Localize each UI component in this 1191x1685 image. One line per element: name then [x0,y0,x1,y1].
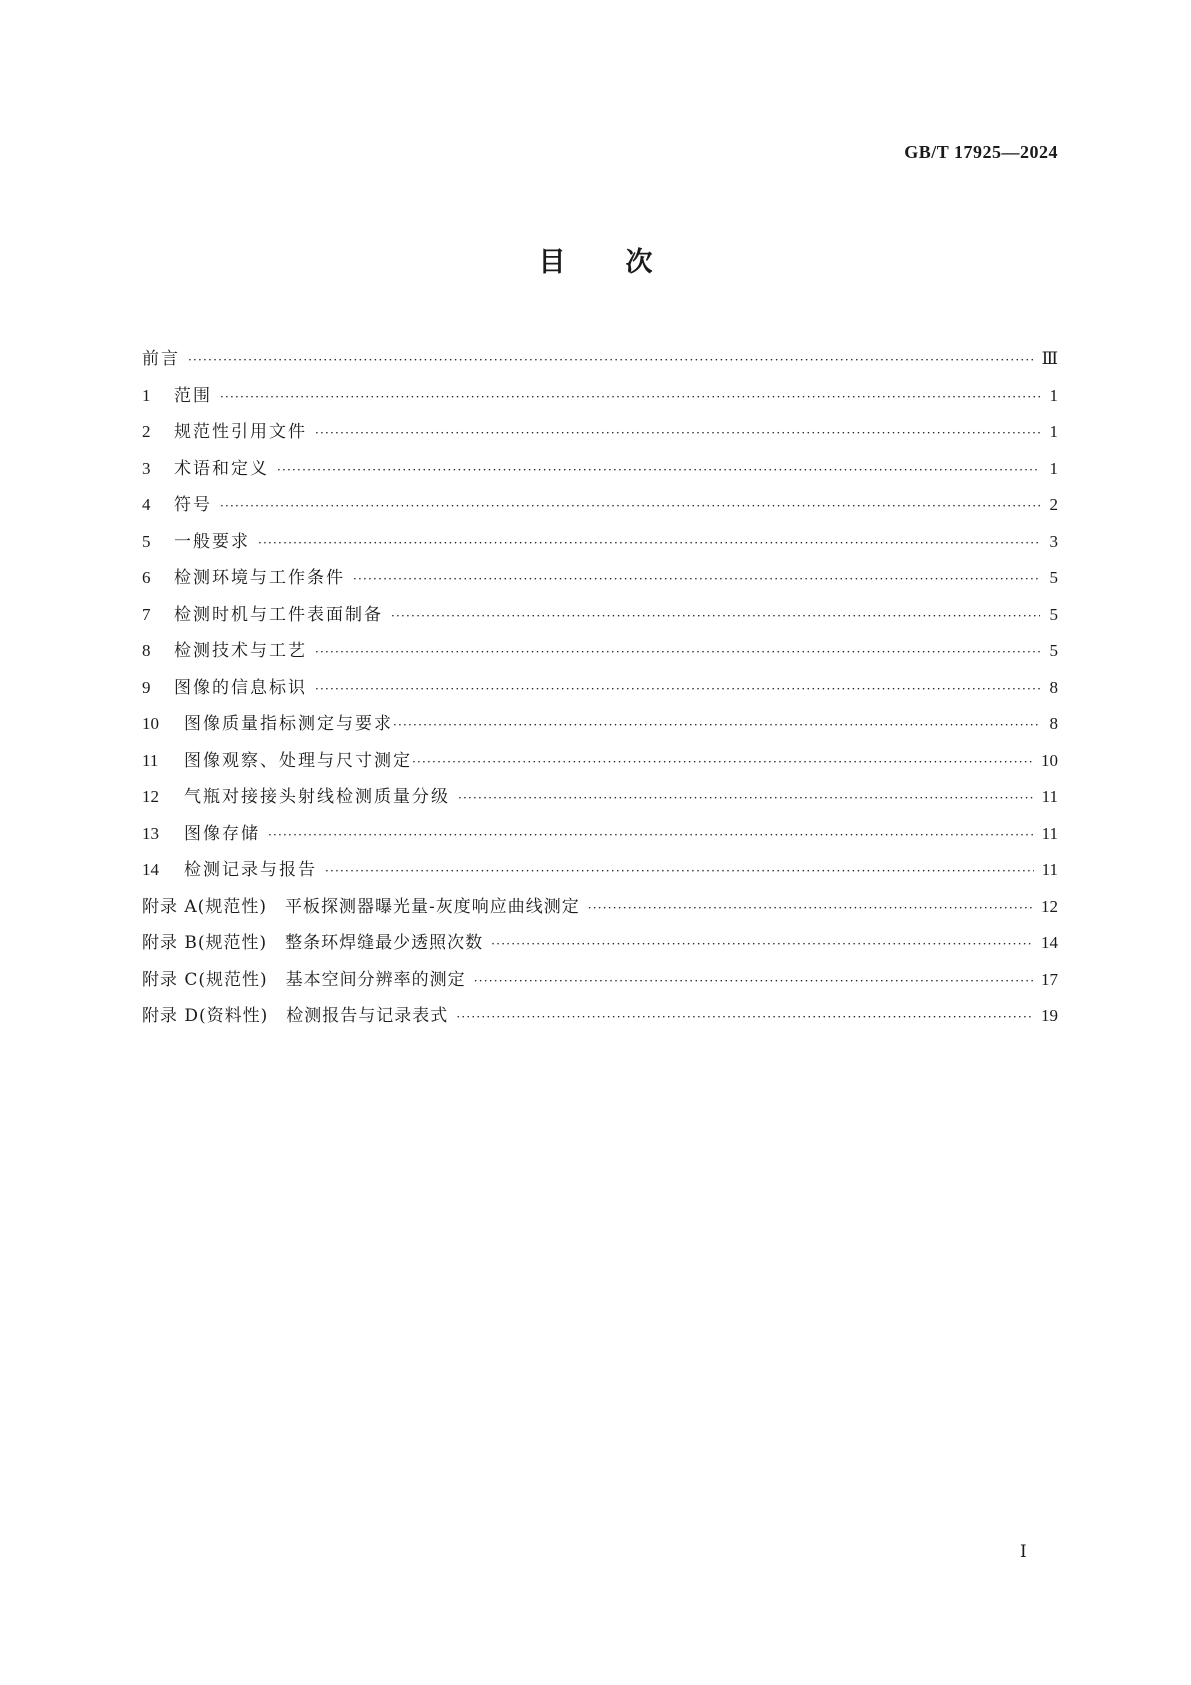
toc-entry-title: 规范性引用文件 [174,422,307,442]
toc-entry-page: 3 [1049,531,1058,551]
toc-entry-title: 符号 [174,495,212,515]
toc-entry-page: 1 [1049,385,1058,405]
toc-entry-number: 4 [142,495,151,514]
toc-entry-foreword[interactable] [142,341,1058,378]
toc-entry-page: 8 [1049,677,1058,697]
toc-entry-page: 5 [1049,568,1058,587]
toc-entry-page: 12 [1041,896,1058,916]
toc-leader-dots [474,963,1033,1000]
toc-entry-title: 检测环境与工作条件 [174,568,345,588]
toc-entry-number: 2 [142,422,151,441]
toc-entry-page: 11 [1041,787,1058,806]
table-of-contents [142,341,1058,1035]
toc-entry-page: 5 [1049,604,1058,624]
toc-entry-11[interactable] [142,743,1058,780]
toc-entry-page: 1 [1049,458,1058,478]
toc-entry-title: 附录 A(规范性) 平板探测器曝光量-灰度响应曲线测定 [142,896,580,917]
toc-leader-dots [391,598,1040,635]
toc-leader-dots [412,744,1033,781]
toc-entry-appendix-c[interactable] [142,962,1058,999]
toc-entry-title: 检测技术与工艺 [174,641,307,661]
toc-entry-number: 14 [142,860,159,879]
toc-entry-page: Ⅲ [1041,349,1058,368]
toc-leader-dots [220,379,1040,416]
toc-entry-title: 术语和定义 [174,458,269,479]
toc-entry-page: 2 [1049,495,1058,514]
toc-entry-title: 图像的信息标识 [174,677,307,698]
toc-entry-page: 11 [1041,860,1058,879]
toc-entry-number: 9 [142,677,151,697]
toc-entry-title: 图像质量指标测定与要求 [184,714,393,734]
toc-entry-14[interactable] [142,852,1058,889]
toc-leader-dots [315,671,1040,708]
toc-leader-dots [268,817,1034,854]
toc-leader-dots [277,452,1040,489]
toc-leader-dots [588,890,1033,927]
toc-entry-number: 10 [142,714,159,733]
toc-entry-page: 8 [1049,714,1058,733]
toc-entry-page: 11 [1041,823,1058,843]
toc-entry-9[interactable] [142,670,1058,707]
toc-entry-title: 附录 C(规范性) 基本空间分辨率的测定 [142,969,466,990]
toc-leader-dots [258,525,1040,562]
toc-entry-title: 附录 D(资料性) 检测报告与记录表式 [142,1006,449,1026]
toc-entry-13[interactable] [142,816,1058,853]
toc-entry-number: 13 [142,823,159,843]
toc-leader-dots [491,926,1033,963]
toc-entry-number: 11 [142,750,159,770]
toc-leader-dots [315,415,1040,452]
toc-entry-page: 14 [1041,933,1058,952]
page-number: Ⅰ [1020,1542,1027,1561]
toc-leader-dots [456,999,1033,1036]
toc-leader-dots [393,707,1040,744]
toc-entry-appendix-d[interactable] [142,998,1058,1035]
toc-leader-dots [188,342,1034,379]
toc-entry-number: 5 [142,531,151,551]
toc-entry-title: 检测时机与工件表面制备 [174,604,383,625]
toc-entry-title: 前言 [142,349,180,369]
toc-entry-4[interactable] [142,487,1058,524]
toc-entry-appendix-a[interactable] [142,889,1058,926]
page-title: 目次 [538,247,713,278]
toc-entry-6[interactable] [142,560,1058,597]
toc-entry-title: 气瓶对接接头射线检测质量分级 [184,787,450,807]
standard-code: GB/T 17925—2024 [904,142,1058,162]
toc-entry-page: 5 [1049,641,1058,660]
toc-entry-8[interactable] [142,633,1058,670]
toc-entry-title: 范围 [174,385,212,406]
toc-entry-page: 19 [1041,1006,1058,1025]
toc-leader-dots [220,488,1040,525]
toc-entry-2[interactable] [142,414,1058,451]
toc-leader-dots [353,561,1040,598]
toc-leader-dots [458,780,1034,817]
toc-entry-title: 检测记录与报告 [184,860,317,880]
toc-entry-5[interactable] [142,524,1058,561]
toc-entry-number: 8 [142,641,151,660]
toc-entry-appendix-b[interactable] [142,925,1058,962]
toc-entry-title: 附录 B(规范性) 整条环焊缝最少透照次数 [142,933,484,953]
toc-entry-page: 10 [1041,750,1058,770]
toc-entry-page: 1 [1049,422,1058,441]
toc-entry-10[interactable] [142,706,1058,743]
toc-entry-7[interactable] [142,597,1058,634]
toc-entry-number: 7 [142,604,151,624]
toc-entry-title: 一般要求 [174,531,250,552]
toc-entry-1[interactable] [142,378,1058,415]
toc-leader-dots [325,853,1034,890]
toc-entry-3[interactable] [142,451,1058,488]
toc-entry-title: 图像存储 [184,823,260,844]
toc-entry-title: 图像观察、处理与尺寸测定 [184,750,412,771]
toc-entry-number: 6 [142,568,151,587]
toc-leader-dots [315,634,1040,671]
toc-entry-number: 3 [142,458,151,478]
toc-entry-number: 1 [142,385,151,405]
toc-entry-number: 12 [142,787,159,806]
toc-entry-page: 17 [1041,969,1058,989]
toc-entry-12[interactable] [142,779,1058,816]
